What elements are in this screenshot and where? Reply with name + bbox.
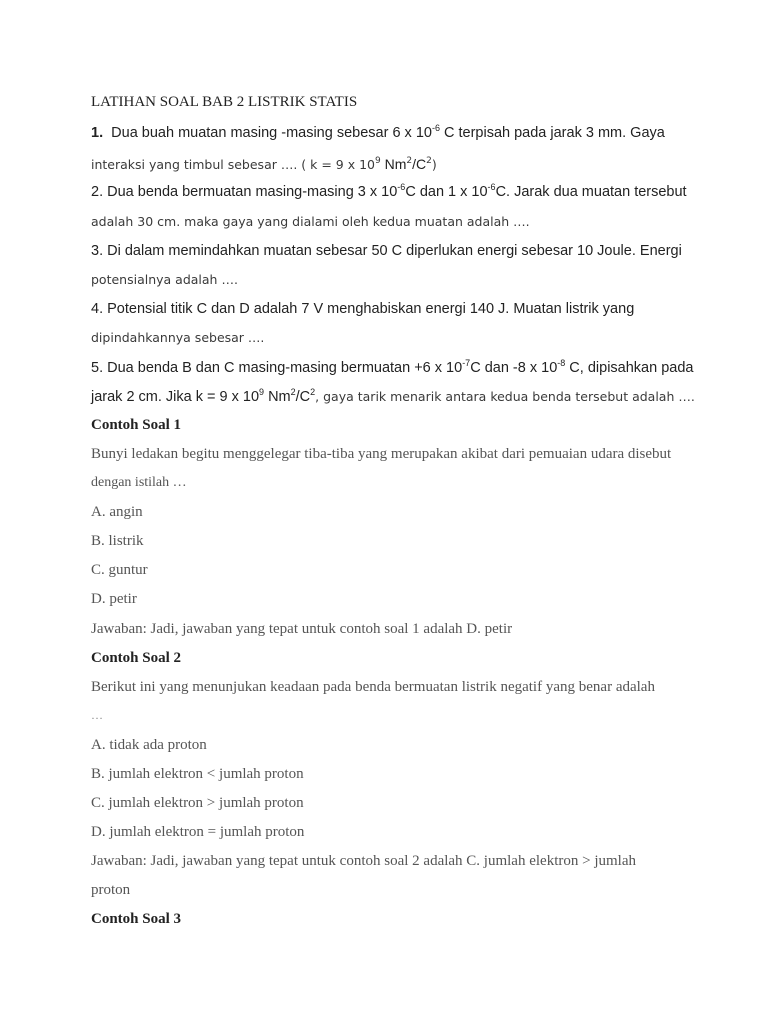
question-3-line-2: potensialnya adalah …. [91,272,238,287]
question-1-line-1: 1. Dua buah muatan masing -masing sebesar 6 x $10^{-6}$ C terpisah pada jarak 3 mm. Gaya [91,123,665,141]
example-1-answer: Jawaban: Jadi, jawaban yang tepat untuk contoh soal 1 adalah D. petir [91,621,513,637]
question-1-number: 1. [91,125,104,141]
example-2-option-d: D. jumlah elektron = jumlah proton [91,824,305,840]
example-1-option-b: B. listrik [91,533,144,549]
example-1-heading: Contoh Soal 1 [91,417,182,433]
example-1-question-line-1: Bunyi ledakan begitu menggelegar tiba-tiba yang merupakan akibat dari pemuaian udara disebut [91,446,672,462]
example-1-question-line-2: dengan istilah … [91,475,187,490]
example-2-option-a: A. tidak ada proton [91,737,207,753]
example-2-answer-line-1: Jawaban: Jadi, jawaban yang tepat untuk contoh soal 2 adalah C. jumlah elektron > jumlah [91,853,636,869]
document-title: LATIHAN SOAL BAB 2 LISTRIK STATIS [91,94,358,110]
example-2-heading: Contoh Soal 2 [91,650,182,666]
question-2-line-1: 2. Dua benda bermuatan masing-masing 3 x $10^{-6}C$ dan 1 x $10^{-6}C$. Jarak dua muatan tersebut [91,182,687,200]
example-2-question-line-2: … [91,708,103,722]
example-1-option-c: C. guntur [91,562,148,578]
question-4-line-1: 4. Potensial titik C dan D adalah 7 V menghabiskan energi 140 J. Muatan listrik yang [91,301,635,317]
example-1-option-a: A. angin [91,504,143,520]
question-2-line-2: adalah 30 cm. maka gaya yang dialami oleh kedua muatan adalah …. [91,214,530,229]
example-2-option-c: C. jumlah elektron > jumlah proton [91,795,304,811]
question-5-line-1: 5. Dua benda B dan C masing-masing bermuatan +6 x $10^{-7}C$ dan -8 x $10^{-8}$ C, dipisahkan pada [91,358,694,376]
example-2-option-b: B. jumlah elektron < jumlah proton [91,766,304,782]
question-3-line-1: 3. Di dalam memindahkan muatan sebesar 50 C diperlukan energi sebesar 10 Joule. Energi [91,243,682,259]
example-3-heading: Contoh Soal 3 [91,911,182,927]
question-5-line-2: jarak 2 cm. Jika k = 9 x $10^9$ $Nm^2/C^2$, gaya tarik menarik antara kedua benda tersebut adalah …. [91,387,695,405]
question-4-line-2: dipindahkannya sebesar …. [91,330,265,345]
example-2-answer-line-2: proton [91,882,131,898]
example-1-option-d: D. petir [91,591,137,607]
question-1-line-2: interaksi yang timbul sebesar …. ( k = 9 x $10^9$ $Nm^2/C^2$) [91,156,437,172]
example-2-question-line-1: Berikut ini yang menunjukan keadaan pada benda bermuatan listrik negatif yang benar adalah [91,679,655,695]
